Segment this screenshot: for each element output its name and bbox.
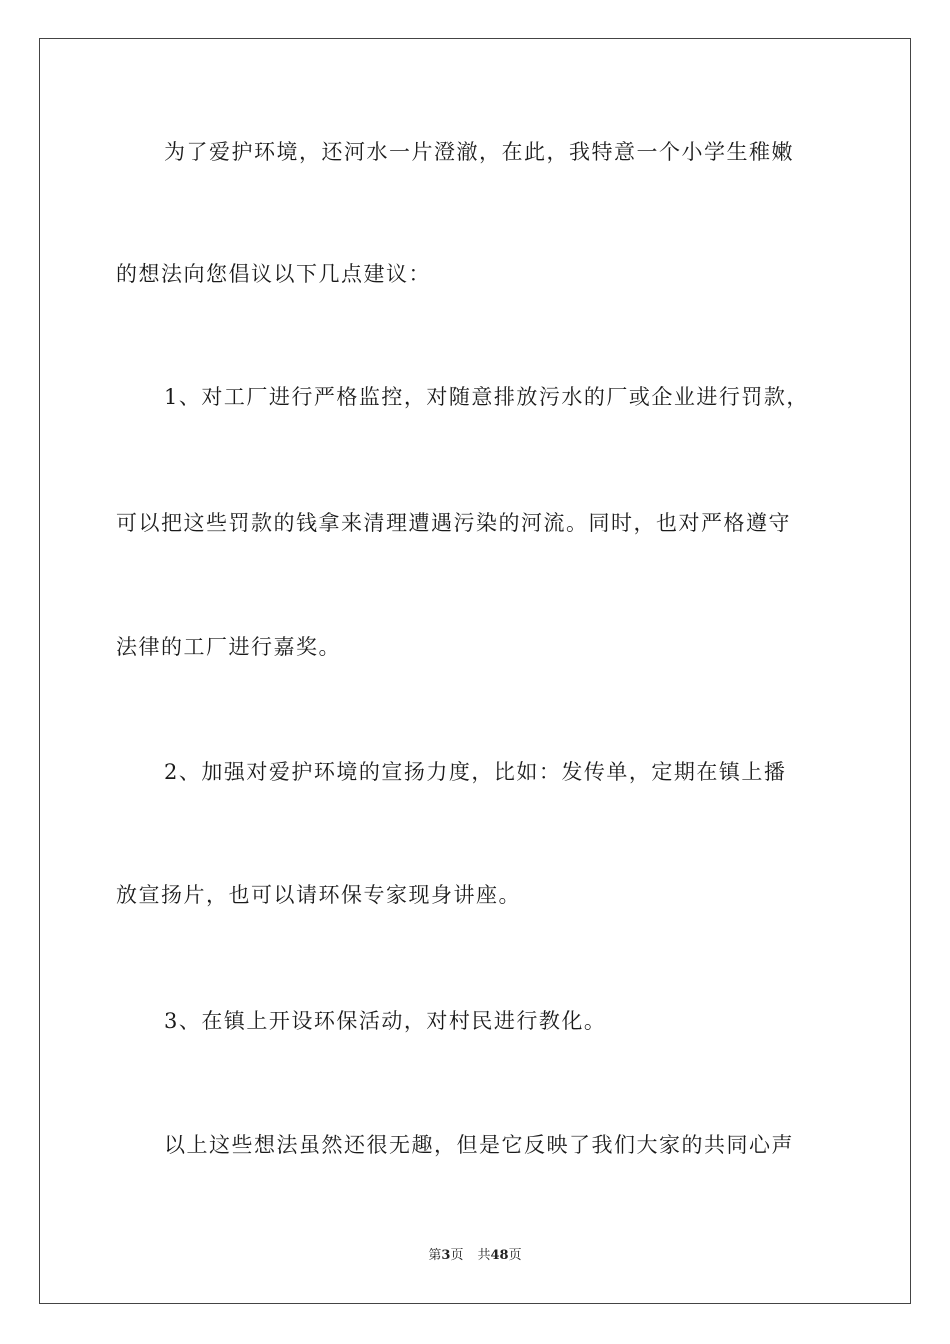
footer-total-suffix: 页 bbox=[508, 1248, 522, 1263]
paragraph-line-7: 放宣扬片，也可以请环保专家现身讲座。 bbox=[116, 883, 521, 907]
paragraph-line-3: 1、对工厂进行严格监控，对随意排放污水的厂或企业进行罚款， bbox=[164, 385, 809, 409]
footer-page-suffix: 页 bbox=[450, 1248, 464, 1263]
page-border bbox=[39, 38, 911, 1304]
paragraph-line-2: 的想法向您倡议以下几点建议： bbox=[116, 262, 431, 286]
footer-total-prefix: 共 bbox=[477, 1248, 491, 1263]
paragraph-line-4: 可以把这些罚款的钱拿来清理遭遇污染的河流。同时，也对严格遵守 bbox=[116, 511, 791, 535]
paragraph-line-1: 为了爱护环境，还河水一片澄澈，在此，我特意一个小学生稚嫩 bbox=[164, 140, 794, 164]
paragraph-line-8: 3、在镇上开设环保活动，对村民进行教化。 bbox=[164, 1009, 607, 1033]
page-footer bbox=[0, 1247, 950, 1265]
footer-page-prefix: 第 bbox=[428, 1248, 442, 1263]
footer-total-pages: 48 bbox=[490, 1248, 509, 1263]
paragraph-line-9: 以上这些想法虽然还很无趣，但是它反映了我们大家的共同心声 bbox=[164, 1133, 794, 1157]
paragraph-line-6: 2、加强对爱护环境的宣扬力度，比如：发传单，定期在镇上播 bbox=[164, 760, 787, 784]
footer-page-number: 3 bbox=[441, 1248, 451, 1263]
paragraph-line-5: 法律的工厂进行嘉奖。 bbox=[116, 635, 341, 659]
